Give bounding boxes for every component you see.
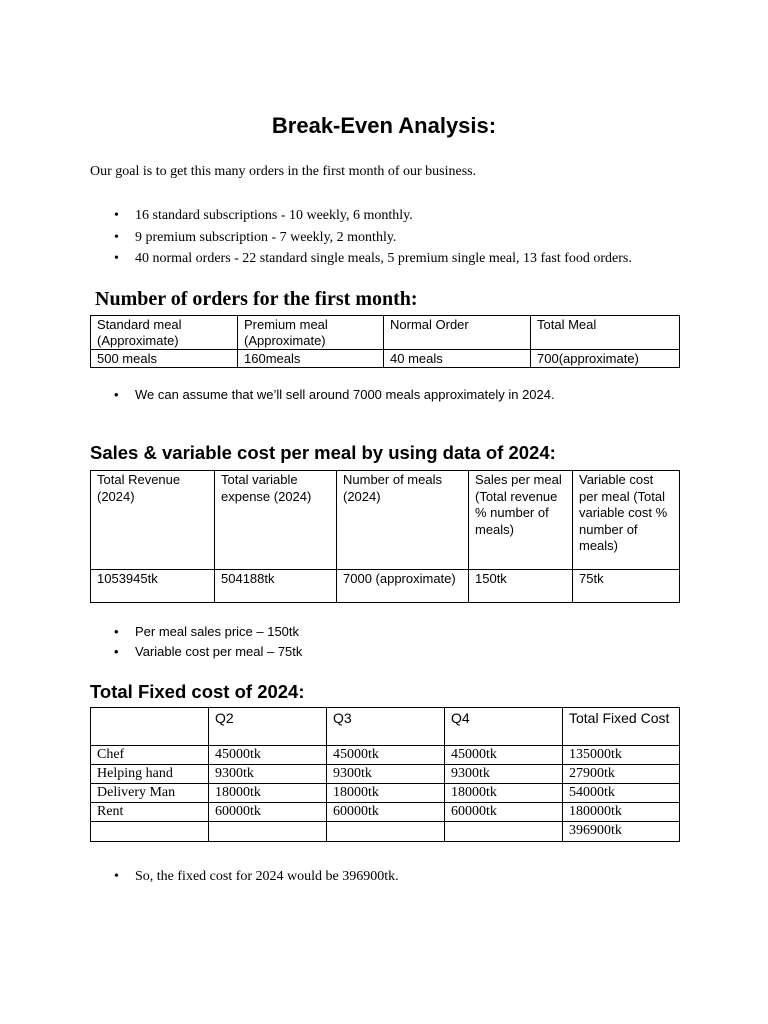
assumption-item: • We can assume that we’ll sell around 7000 meals approximately in 2024. [90,386,555,404]
table-header-row [91,471,680,570]
table-cell [209,822,327,842]
table-cell: 504188tk [215,570,337,603]
table-header-row [91,316,680,350]
table-row [91,765,680,784]
row-label: Chef [91,746,209,765]
table-total-row [91,822,680,842]
orders-table [90,315,680,368]
table-row [91,570,680,603]
assumption-list [90,386,555,404]
table-header-row [91,708,680,746]
table-cell: 180000tk [563,803,680,822]
row-label: Delivery Man [91,784,209,803]
table-row [91,784,680,803]
table-cell: 40 meals [384,350,531,368]
intro-paragraph: Our goal is to get this many orders in the first month of our business. [90,164,477,179]
sales-table [90,470,680,603]
table-cell: 18000tk [209,784,327,803]
table-cell [327,822,445,842]
table-cell: 9300tk [209,765,327,784]
table-cell: 60000tk [209,803,327,822]
table-cell: 60000tk [445,803,563,822]
table-header-cell: Total Meal [531,316,680,350]
grand-total-cell: 396900tk [563,822,680,842]
table-header-cell: Standard meal (Approximate) [91,316,238,350]
goal-item-standard: • 16 standard subscriptions - 10 weekly, 6 monthly. [90,205,632,227]
table-cell: 54000tk [563,784,680,803]
table-cell: 135000tk [563,746,680,765]
table-header-cell: Variable cost per meal (Total variable cost % number of meals) [573,471,680,570]
table-cell: 75tk [573,570,680,603]
table-header-cell: Q4 [445,708,563,746]
table-cell: 9300tk [445,765,563,784]
table-header-cell [91,708,209,746]
sales-price-item: • Per meal sales price – 150tk [90,622,302,642]
page-title: Break-Even Analysis: [271,113,497,138]
table-header-cell: Q2 [209,708,327,746]
orders-heading: Number of orders for the first month: [95,288,418,310]
table-row [91,803,680,822]
goal-item-premium: • 9 premium subscription - 7 weekly, 2 monthly. [90,227,632,249]
table-header-cell: Number of meals (2024) [337,471,469,570]
table-cell: 45000tk [209,746,327,765]
table-cell: 27900tk [563,765,680,784]
table-cell: 45000tk [445,746,563,765]
table-cell: 9300tk [327,765,445,784]
table-header-cell: Total variable expense (2024) [215,471,337,570]
table-row [91,350,680,368]
table-header-cell: Q3 [327,708,445,746]
variable-cost-item: • Variable cost per meal – 75tk [90,642,302,662]
goal-item-normal: • 40 normal orders - 22 standard single meals, 5 premium single meal, 13 fast food orders. [90,248,632,270]
table-header-cell: Total Revenue (2024) [91,471,215,570]
table-cell: 18000tk [327,784,445,803]
table-cell: 18000tk [445,784,563,803]
table-header-cell: Total Fixed Cost [563,708,680,746]
table-cell: 500 meals [91,350,238,368]
table-cell [445,822,563,842]
table-cell [91,822,209,842]
table-row [91,746,680,765]
conclusion-list [90,867,399,887]
table-cell: 45000tk [327,746,445,765]
table-cell: 160meals [238,350,384,368]
sales-heading: Sales & variable cost per meal by using data of 2024: [90,442,556,463]
table-cell: 700(approximate) [531,350,680,368]
conclusion-item: • So, the fixed cost for 2024 would be 396900tk. [90,867,399,887]
table-header-cell: Sales per meal (Total revenue % number of meals) [469,471,573,570]
per-meal-list [90,622,302,662]
table-cell: 1053945tk [91,570,215,603]
table-cell: 60000tk [327,803,445,822]
row-label: Helping hand [91,765,209,784]
table-cell: 7000 (approximate) [337,570,469,603]
table-header-cell: Normal Order [384,316,531,350]
fixed-cost-heading: Total Fixed cost of 2024: [90,681,305,702]
row-label: Rent [91,803,209,822]
goals-list [90,205,632,270]
table-header-cell: Premium meal (Approximate) [238,316,384,350]
table-cell: 150tk [469,570,573,603]
fixed-cost-table [90,707,680,842]
